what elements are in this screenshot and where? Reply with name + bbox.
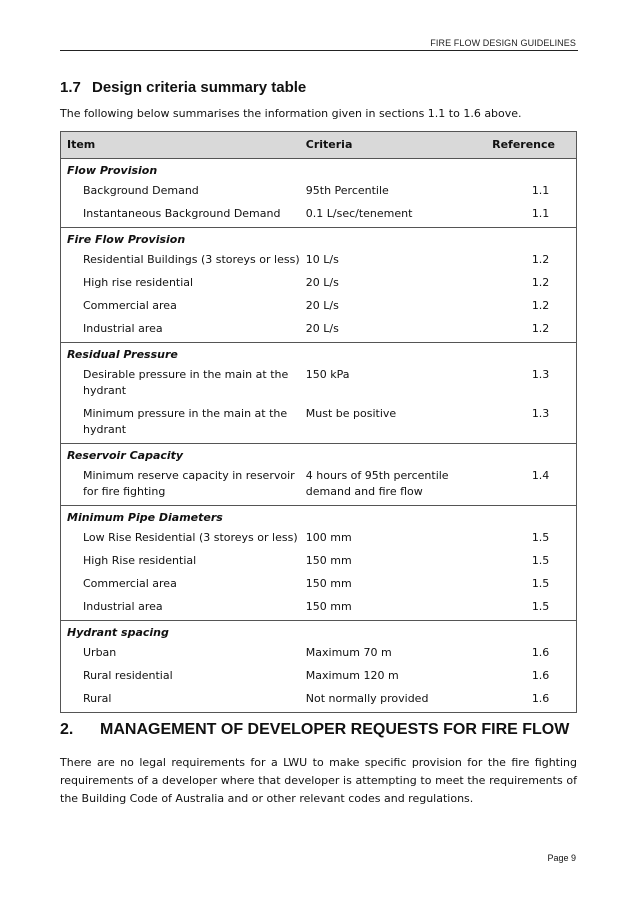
group-title: Flow Provision <box>60 159 577 182</box>
criteria-cell: Must be positive <box>305 407 397 420</box>
table-row <box>60 204 577 228</box>
reference-cell: 1.2 <box>531 276 550 289</box>
table-group-row <box>60 159 577 182</box>
reference-cell: 1.1 <box>531 207 550 220</box>
header-criteria: Criteria <box>306 132 492 159</box>
table-row <box>60 574 577 597</box>
reference-cell: 1.3 <box>531 368 550 381</box>
reference-cell: 1.2 <box>531 322 550 335</box>
reference-cell: 1.6 <box>492 689 577 713</box>
criteria-cell: 150 mm <box>305 600 352 613</box>
header-rule <box>60 50 578 51</box>
table-row <box>60 551 577 574</box>
criteria-cell: 150 kPa <box>305 368 350 381</box>
table-group-row <box>60 444 577 467</box>
table-group-row <box>60 343 577 366</box>
criteria-cell: 4 hours of 95th percentile demand and fire flow <box>305 469 449 498</box>
table-group-row <box>60 621 577 644</box>
group-title: Fire Flow Provision <box>60 228 577 251</box>
reference-cell: 1.2 <box>531 299 550 312</box>
table-row <box>60 404 577 444</box>
table-row <box>60 296 577 319</box>
item-cell: Industrial area <box>83 600 163 613</box>
section-title <box>60 79 306 96</box>
criteria-cell: 10 L/s <box>305 253 339 266</box>
item-cell: Urban <box>83 646 117 659</box>
group-title: Reservoir Capacity <box>60 444 577 467</box>
reference-cell: 1.5 <box>531 577 550 590</box>
item-cell: Desirable pressure in the main at the hydrant <box>83 368 289 397</box>
item-cell: Rural residential <box>83 669 173 682</box>
criteria-cell: Not normally provided <box>306 689 492 713</box>
group-title: Residual Pressure <box>60 343 577 366</box>
item-cell: Low Rise Residential (3 storeys or less) <box>83 531 298 544</box>
table-row <box>60 666 577 689</box>
reference-cell: 1.5 <box>531 600 550 613</box>
item-cell: Background Demand <box>83 184 199 197</box>
criteria-cell: 20 L/s <box>305 322 339 335</box>
table-row <box>60 528 577 551</box>
reference-cell: 1.6 <box>531 669 550 682</box>
reference-cell: 1.1 <box>531 184 550 197</box>
reference-cell: 1.4 <box>531 469 550 482</box>
running-header: FIRE FLOW DESIGN GUIDELINES <box>430 38 576 48</box>
table-row <box>60 273 577 296</box>
table-row <box>60 181 577 204</box>
criteria-cell: 20 L/s <box>305 276 339 289</box>
item-cell: Commercial area <box>83 299 177 312</box>
section2-title-text: MANAGEMENT OF DEVELOPER REQUESTS FOR FIRE FLOW <box>100 721 570 738</box>
group-title: Minimum Pipe Diameters <box>60 506 577 529</box>
group-title: Hydrant spacing <box>60 621 577 644</box>
table-row <box>60 365 577 404</box>
item-cell: Minimum reserve capacity in reservoir for fire fighting <box>83 469 295 498</box>
criteria-cell: 20 L/s <box>305 299 339 312</box>
criteria-cell: 95th Percentile <box>305 184 389 197</box>
item-cell: Commercial area <box>83 577 177 590</box>
item-cell: High Rise residential <box>83 554 197 567</box>
header-reference: Reference <box>492 132 577 159</box>
criteria-cell: 150 mm <box>305 554 352 567</box>
section-title-text: Design criteria summary table <box>92 79 307 96</box>
item-cell: Residential Buildings (3 storeys or less) <box>83 253 300 266</box>
table-row <box>60 319 577 343</box>
reference-cell: 1.5 <box>531 531 550 544</box>
table-row <box>60 250 577 273</box>
criteria-cell: Maximum 120 m <box>305 669 399 682</box>
criteria-cell: 0.1 L/sec/tenement <box>305 207 413 220</box>
criteria-table <box>60 131 577 713</box>
item-cell: Instantaneous Background Demand <box>83 207 281 220</box>
section2-number: 2. <box>60 721 74 738</box>
body-paragraph: There are no legal requirements for a LWU to make specific provision for the fire fighting requirements of a developer where that developer is attempting to meet the requirements of the Building Code of Australia and or other relevant codes and regulations. <box>60 756 577 805</box>
page-number: Page 9 <box>547 853 576 863</box>
item-cell: Industrial area <box>83 322 163 335</box>
reference-cell: 1.3 <box>531 407 550 420</box>
item-cell: Minimum pressure in the main at the hydrant <box>83 407 288 436</box>
section-number: 1.7 <box>60 79 81 96</box>
table-row <box>60 597 577 621</box>
reference-cell: 1.2 <box>531 253 550 266</box>
table-row <box>60 643 577 666</box>
table-body <box>60 159 577 713</box>
criteria-cell: 100 mm <box>305 531 352 544</box>
section2-title <box>60 721 569 739</box>
criteria-cell: Maximum 70 m <box>305 646 392 659</box>
table-header-row <box>60 132 577 159</box>
table-group-row <box>60 228 577 251</box>
header-item: Item <box>60 132 306 159</box>
item-cell: High rise residential <box>83 276 194 289</box>
table-row <box>60 466 577 506</box>
item-cell: Rural <box>60 689 306 713</box>
criteria-cell: 150 mm <box>305 577 352 590</box>
table-group-row <box>60 506 577 529</box>
reference-cell: 1.6 <box>531 646 550 659</box>
reference-cell: 1.5 <box>531 554 550 567</box>
intro-text: The following below summarises the information given in sections 1.1 to 1.6 above. <box>60 107 522 120</box>
table-row <box>60 689 577 713</box>
